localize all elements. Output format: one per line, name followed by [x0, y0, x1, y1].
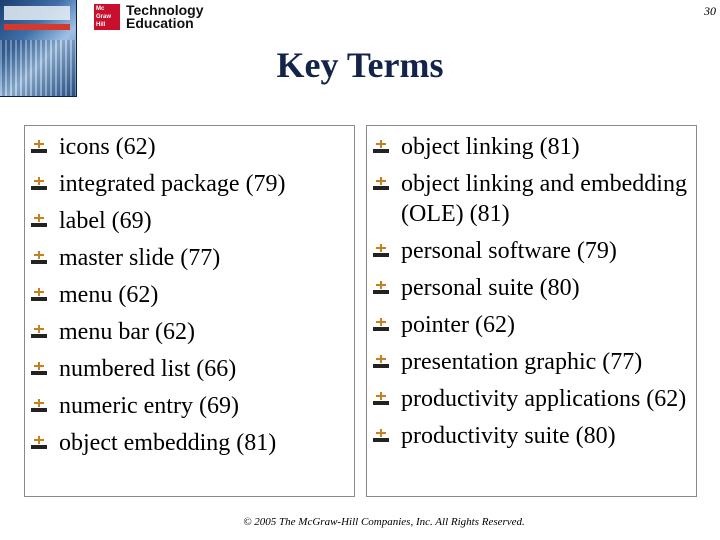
term-item	[25, 391, 354, 421]
term-text: personal software (79)	[401, 238, 617, 264]
term-text: label (69)	[59, 208, 152, 234]
term-item	[25, 132, 354, 162]
bullet-icon	[373, 140, 389, 154]
bullet-icon	[373, 392, 389, 406]
term-text: productivity suite (80)	[401, 423, 616, 449]
page-number: 30	[704, 4, 716, 18]
term-text: productivity applications (62)	[401, 386, 687, 412]
left-terms-list	[25, 126, 354, 458]
term-item	[25, 280, 354, 310]
bullet-icon	[373, 177, 389, 191]
term-item	[367, 384, 696, 414]
term-item	[367, 132, 696, 162]
bullet-icon	[31, 399, 47, 413]
term-item	[367, 273, 696, 303]
term-item	[25, 169, 354, 199]
term-text: presentation graphic (77)	[401, 349, 643, 375]
term-item	[367, 310, 696, 340]
term-item	[25, 354, 354, 384]
bullet-icon	[31, 214, 47, 228]
bullet-icon	[373, 244, 389, 258]
bullet-icon	[373, 281, 389, 295]
copyright-footer: © 2005 The McGraw-Hill Companies, Inc. All Rights Reserved.	[243, 516, 525, 528]
left-terms-box	[24, 125, 355, 497]
bullet-icon	[373, 429, 389, 443]
logo-mark: Mc Graw Hill	[94, 4, 120, 30]
bullet-icon	[31, 362, 47, 376]
term-text: object linking (81)	[401, 134, 580, 160]
bullet-icon	[373, 318, 389, 332]
term-item	[367, 347, 696, 377]
term-item	[25, 428, 354, 458]
bullet-icon	[31, 251, 47, 265]
term-item	[367, 236, 696, 266]
term-text: numbered list (66)	[59, 356, 237, 382]
bullet-icon	[31, 325, 47, 339]
term-text: personal suite (80)	[401, 275, 580, 301]
logo-line2: Education	[126, 15, 194, 31]
bullet-icon	[31, 140, 47, 154]
term-item	[367, 169, 696, 229]
term-text: object embedding (81)	[59, 430, 277, 456]
mcgraw-hill-logo	[94, 4, 204, 30]
term-item	[25, 317, 354, 347]
term-text: icons (62)	[59, 134, 156, 160]
term-text: menu (62)	[59, 282, 159, 308]
right-terms-box	[366, 125, 697, 497]
term-text: menu bar (62)	[59, 319, 195, 345]
term-item	[367, 421, 696, 451]
term-text: numeric entry (69)	[59, 393, 239, 419]
right-terms-list	[367, 126, 696, 451]
bullet-icon	[373, 355, 389, 369]
term-item	[25, 206, 354, 236]
term-item	[25, 243, 354, 273]
logo-text	[126, 4, 204, 30]
term-text: pointer (62)	[401, 312, 515, 338]
term-text: integrated package (79)	[59, 171, 286, 197]
bullet-icon	[31, 288, 47, 302]
page-title: Key Terms	[276, 45, 444, 85]
logo-line1: Technology	[126, 2, 204, 18]
term-text: object linking and embedding (OLE) (81)	[401, 171, 687, 227]
bullet-icon	[31, 436, 47, 450]
bullet-icon	[31, 177, 47, 191]
term-text: master slide (77)	[59, 245, 221, 271]
